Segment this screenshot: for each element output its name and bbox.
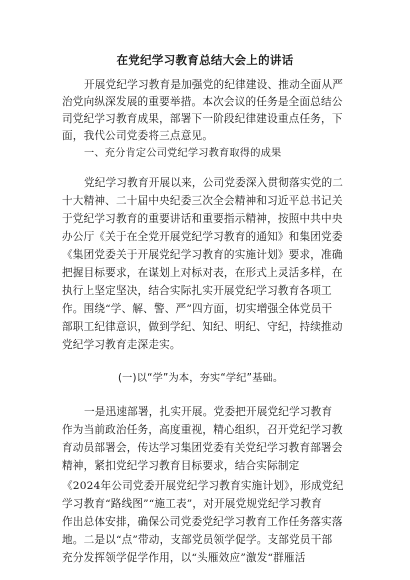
- paragraph-line: 学习教育“路线图”“施工表”，对开展党规党纪学习教育: [62, 498, 322, 510]
- section-heading: 一、充分肯定公司党纪学习教育取得的成果: [84, 148, 282, 159]
- paragraph-line: 办公厅《关于在全党开展党纪学习教育的通知》和集团党委: [62, 231, 343, 243]
- paragraph-line: 精神，紧扣党纪学习教育目标要求，结合实际制定: [62, 460, 300, 472]
- paragraph-line: 《2024年公司党委开展党纪学习教育实施计划》，形成党纪: [62, 480, 344, 492]
- paragraph-line: 部职工纪律意识，做到学纪、知纪、明纪、守纪，持续推动: [62, 321, 343, 333]
- paragraph-line: 于党纪学习教育的重要讲话和重要指示精神，按照中共中央: [62, 213, 343, 225]
- paragraph-line: 开展党纪学习教育是加强党的纪律建设、推动全面从严: [84, 79, 344, 91]
- subsection-heading: (一)以“学”为本，夯实“学纪”基础。: [118, 373, 284, 384]
- paragraph-line: 《集团党委关于开展党纪学习教育的实施计划》要求，准确: [62, 249, 343, 261]
- paragraph-line: 地。二是以“点”带动，支部党员领学促学。支部党员干部: [62, 534, 333, 546]
- paragraph-line: 作。围绕“学、解、警、严”四方面，切实增强全体党员干: [62, 303, 333, 315]
- paragraph-line: 执行上坚定坚决，结合实际扎实开展党纪学习教育各项工: [62, 285, 332, 297]
- document-title: 在党纪学习教育总结大会上的讲话: [116, 53, 294, 67]
- paragraph-line: 充分发挥领学促学作用，以“头雁效应”激发“群雁活: [62, 552, 306, 564]
- paragraph-line: 作出总体安排，确保公司党委党纪学习教育工作任务落实落: [62, 516, 343, 528]
- paragraph-line: 十大精神、二十届中央纪委三次全会精神和习近平总书记关: [62, 195, 343, 207]
- paragraph-line: 治党向纵深发展的重要举措。本次会议的任务是全面总结公: [62, 96, 343, 108]
- paragraph-line: 面，我代公司党委将三点意见。: [62, 130, 214, 142]
- paragraph-line: 育动员部署会，传达学习集团党委有关党纪学习教育部署会: [62, 442, 343, 454]
- paragraph-line: 一是迅速部署，扎实开展。党委把开展党纪学习教育: [84, 406, 333, 418]
- paragraph-line: 党纪学习教育开展以来，公司党委深入贯彻落实党的二: [84, 177, 344, 189]
- paragraph-line: 把握目标要求，在谋划上对标对表，在形式上灵活多样，在: [62, 267, 343, 279]
- paragraph-line: 作为当前政治任务，高度重视，精心组织，召开党纪学习教: [62, 424, 343, 436]
- paragraph-line: 党纪学习教育走深走实。: [62, 339, 181, 351]
- paragraph-line: 司党纪学习教育成果，部署下一阶段纪律建设重点任务，下: [62, 113, 343, 125]
